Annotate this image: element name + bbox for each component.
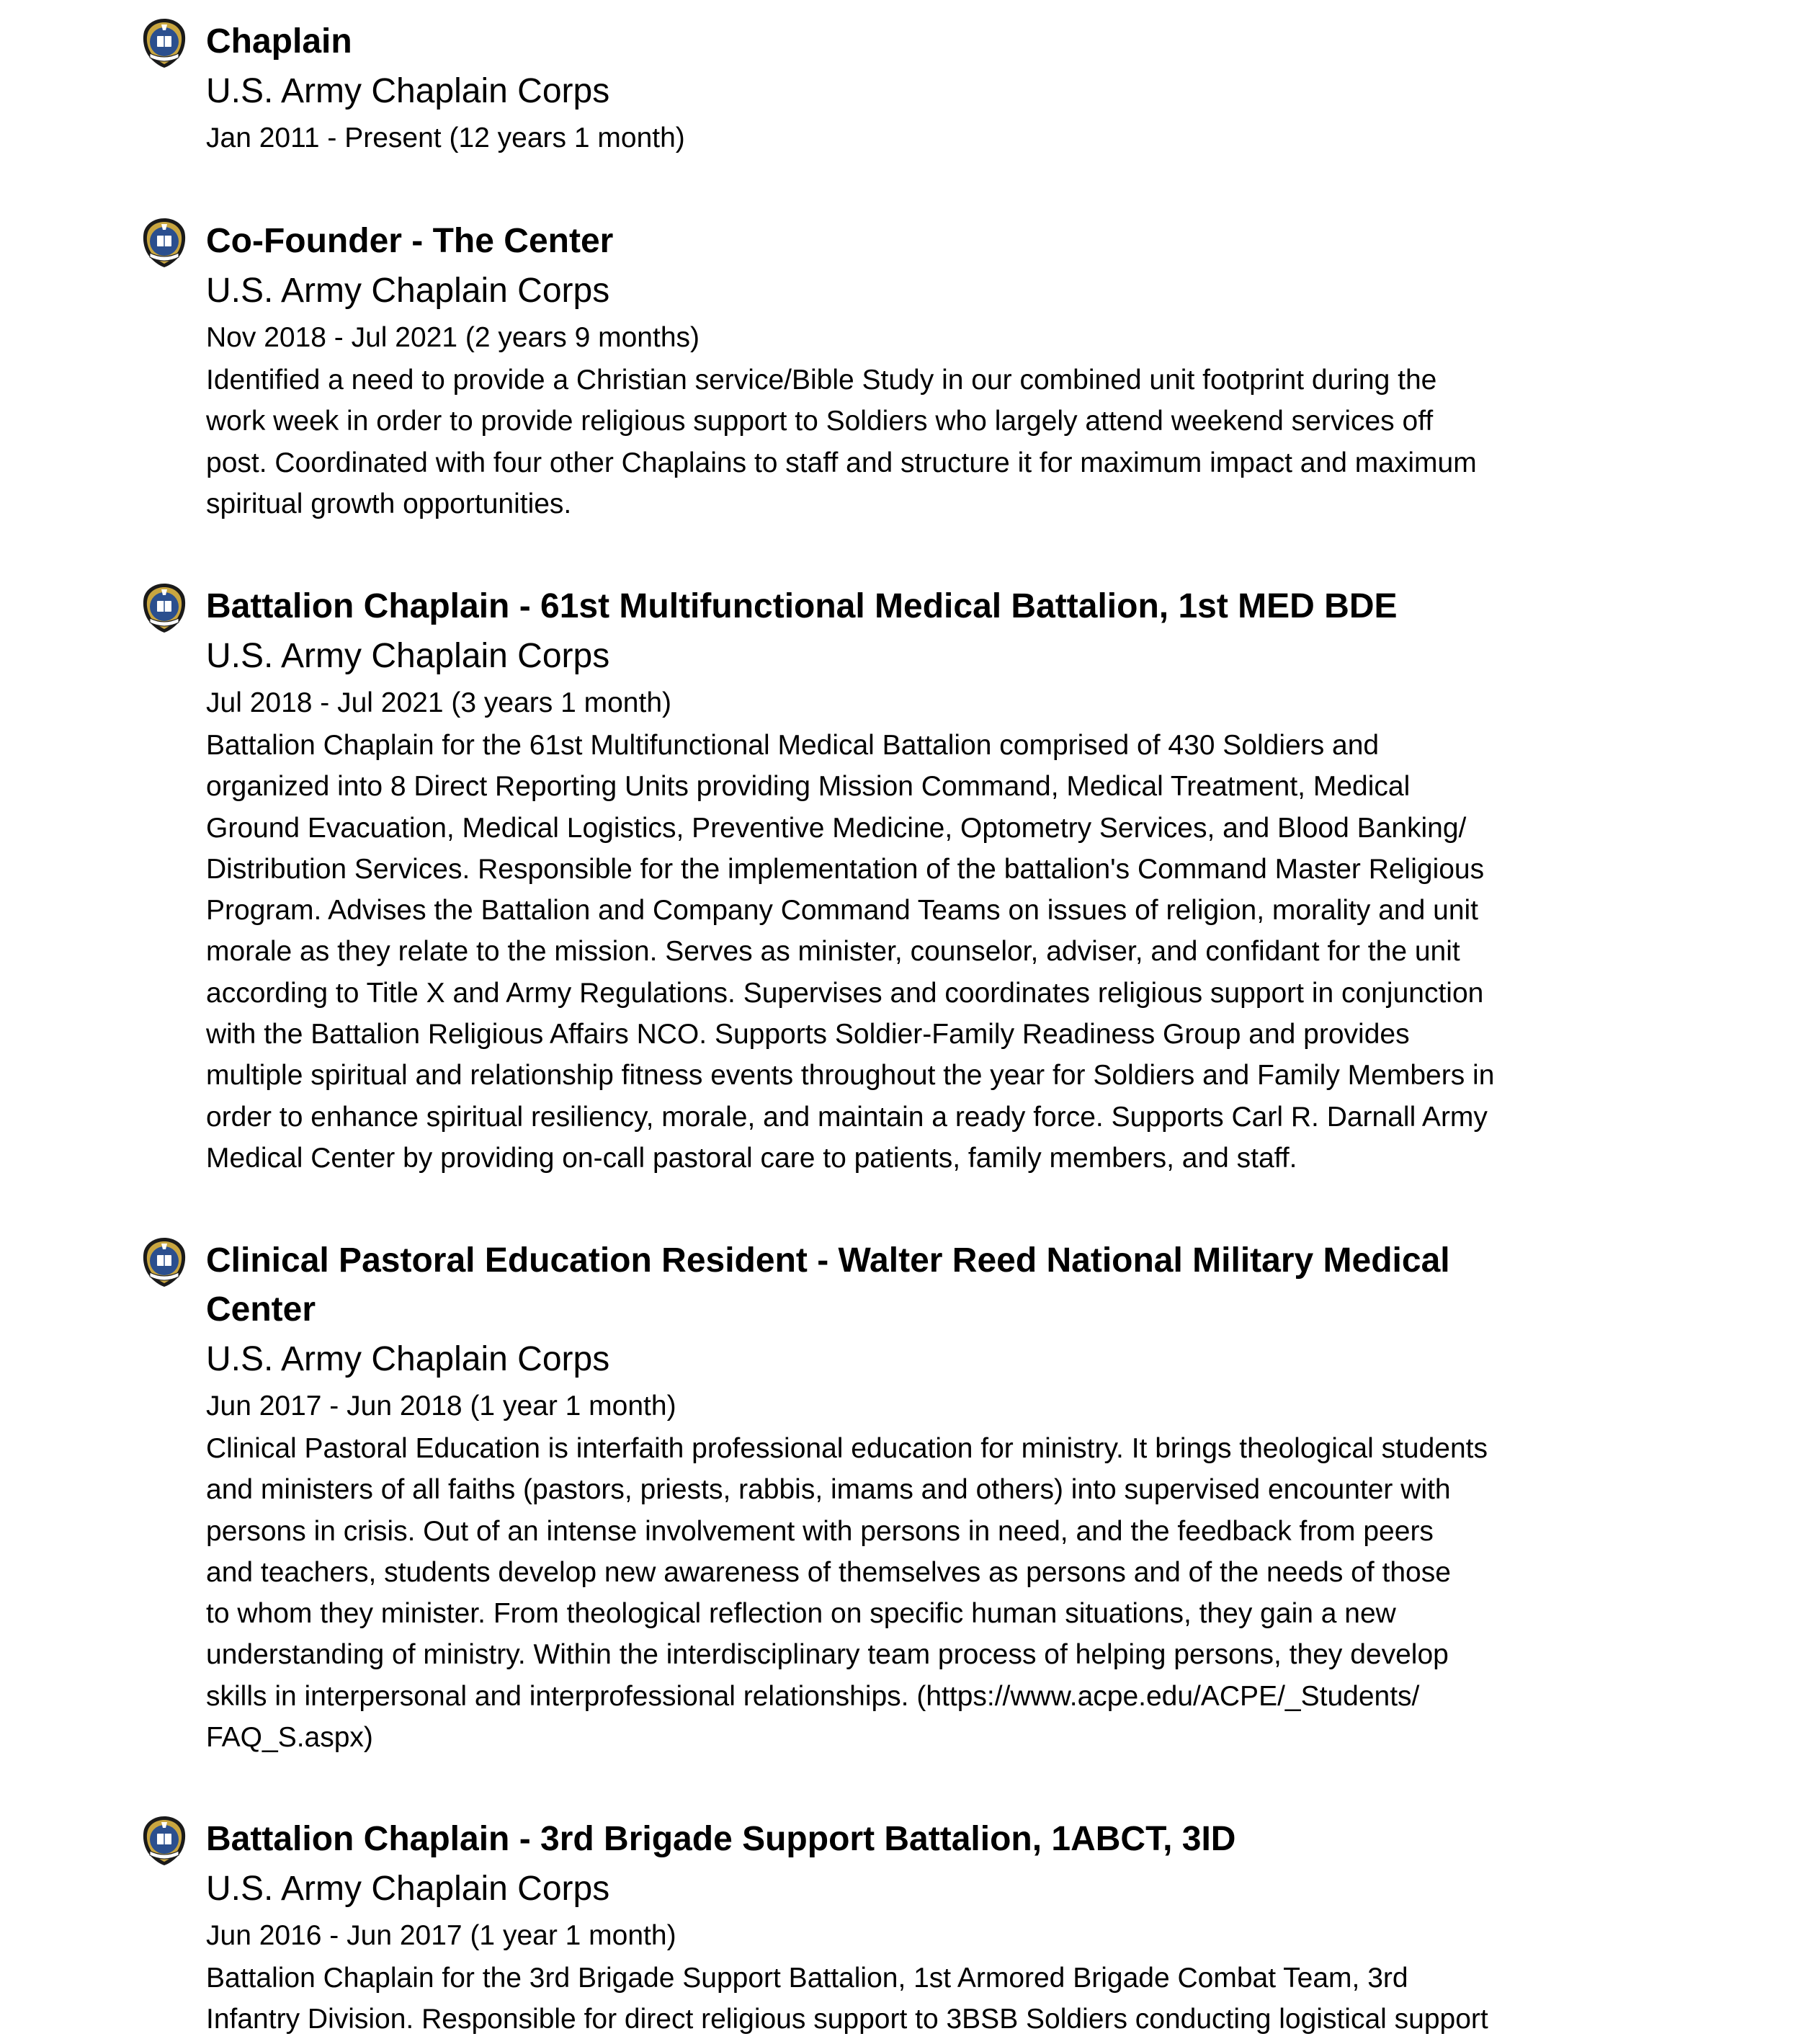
company-name: U.S. Army Chaplain Corps: [206, 1870, 610, 1908]
description-line: Ground Evacuation, Medical Logistics, Preventive Medicine, Optometry Services, and Blood Banking/: [206, 812, 1467, 844]
description-line: according to Title X and Army Regulations. Supervises and coordinates religious support in conjunction: [206, 977, 1484, 1009]
job-title: Battalion Chaplain - 61st Multifunctional Medical Battalion, 1st MED BDE: [206, 587, 1398, 625]
company-name: U.S. Army Chaplain Corps: [206, 72, 610, 110]
description-line: work week in order to provide religious support to Soldiers who largely attend weekend services off: [206, 406, 1434, 437]
job-description: [206, 1428, 1575, 1758]
job-description: [206, 360, 1575, 525]
description-line: post. Coordinated with four other Chaplains to staff and structure it for maximum impact and maximum: [206, 447, 1477, 478]
chaplain-corps-insignia-icon: [141, 1236, 187, 1288]
chaplain-corps-insignia-icon: [141, 17, 187, 69]
company-name: U.S. Army Chaplain Corps: [206, 1340, 610, 1378]
chaplain-corps-insignia-icon: [141, 582, 187, 634]
experience-content: [206, 217, 1575, 525]
description-line: morale as they relate to the mission. Serves as minister, counselor, adviser, and confidant for the unit: [206, 936, 1460, 968]
description-line: Infantry Division. Responsible for direct religious support to 3BSB Soldiers conducting logistical support: [206, 2004, 1488, 2035]
job-title: Chaplain: [206, 22, 352, 61]
description-line: understanding of ministry. Within the interdisciplinary team process of helping persons, they develop: [206, 1639, 1449, 1671]
chaplain-corps-insignia-icon: [141, 1815, 187, 1867]
description-line: skills in interpersonal and interprofessional relationships. (https://www.acpe.edu/ACPE/_Students/: [206, 1680, 1420, 1712]
job-description: [206, 725, 1575, 1179]
description-line: Clinical Pastoral Education is interfaith professional education for ministry. It brings theological students: [206, 1433, 1488, 1464]
employment-dates: Jul 2018 - Jul 2021 (3 years 1 month): [206, 687, 672, 718]
experience-content: [206, 17, 1575, 160]
description-line: and ministers of all faiths (pastors, priests, rabbis, imams and others) into supervised encounter with: [206, 1474, 1451, 1506]
description-line: FAQ_S.aspx): [206, 1722, 373, 1754]
description-line: Identified a need to provide a Christian service/Bible Study in our combined unit footprint during the: [206, 365, 1437, 396]
description-line: to whom they minister. From theological reflection on specific human situations, they gain a new: [206, 1598, 1396, 1630]
description-line: Program. Advises the Battalion and Company Command Teams on issues of religion, morality and unit: [206, 895, 1479, 927]
description-line: Battalion Chaplain for the 61st Multifunctional Medical Battalion comprised of 430 Soldiers and: [206, 730, 1380, 761]
job-title-line: Clinical Pastoral Education Resident - Walter Reed National Military Medical: [206, 1241, 1450, 1280]
experience-content: [206, 1815, 1575, 2040]
description-line: persons in crisis. Out of an intense involvement with persons in need, and the feedback from peers: [206, 1515, 1434, 1547]
company-name: U.S. Army Chaplain Corps: [206, 272, 610, 310]
description-line: spiritual growth opportunities.: [206, 488, 572, 519]
description-line: Battalion Chaplain for the 3rd Brigade Support Battalion, 1st Armored Brigade Combat Team, 3rd: [206, 1963, 1408, 1994]
description-line: organized into 8 Direct Reporting Units providing Mission Command, Medical Treatment, Medical: [206, 771, 1411, 803]
employment-dates: Nov 2018 - Jul 2021 (2 years 9 months): [206, 322, 700, 353]
job-title: Battalion Chaplain - 3rd Brigade Support Battalion, 1ABCT, 3ID: [206, 1820, 1236, 1858]
experience-content: [206, 582, 1575, 1179]
description-line: and teachers, students develop new awareness of themselves as persons and of the needs of those: [206, 1556, 1451, 1588]
description-line: multiple spiritual and relationship fitness events throughout the year for Soldiers and Family Members in: [206, 1060, 1495, 1092]
job-description: [206, 1958, 1575, 2040]
job-title: Co-Founder - The Center: [206, 222, 614, 260]
description-line: with the Battalion Religious Affairs NCO. Supports Soldier-Family Readiness Group and provides: [206, 1019, 1410, 1050]
description-line: Medical Center by providing on-call pastoral care to patients, family members, and staff.: [206, 1142, 1297, 1174]
employment-dates: Jun 2016 - Jun 2017 (1 year 1 month): [206, 1920, 676, 1951]
description-line: order to enhance spiritual resiliency, morale, and maintain a ready force. Supports Carl R. Darnall Army: [206, 1101, 1488, 1133]
description-line: Distribution Services. Responsible for the implementation of the battalion's Command Master Religious: [206, 853, 1485, 885]
company-name: U.S. Army Chaplain Corps: [206, 637, 610, 675]
employment-dates: Jan 2011 - Present (12 years 1 month): [206, 122, 685, 153]
employment-dates: Jun 2017 - Jun 2018 (1 year 1 month): [206, 1391, 676, 1422]
job-title-line: Center: [206, 1290, 316, 1329]
experience-content: [206, 1236, 1575, 1758]
chaplain-corps-insignia-icon: [141, 217, 187, 269]
